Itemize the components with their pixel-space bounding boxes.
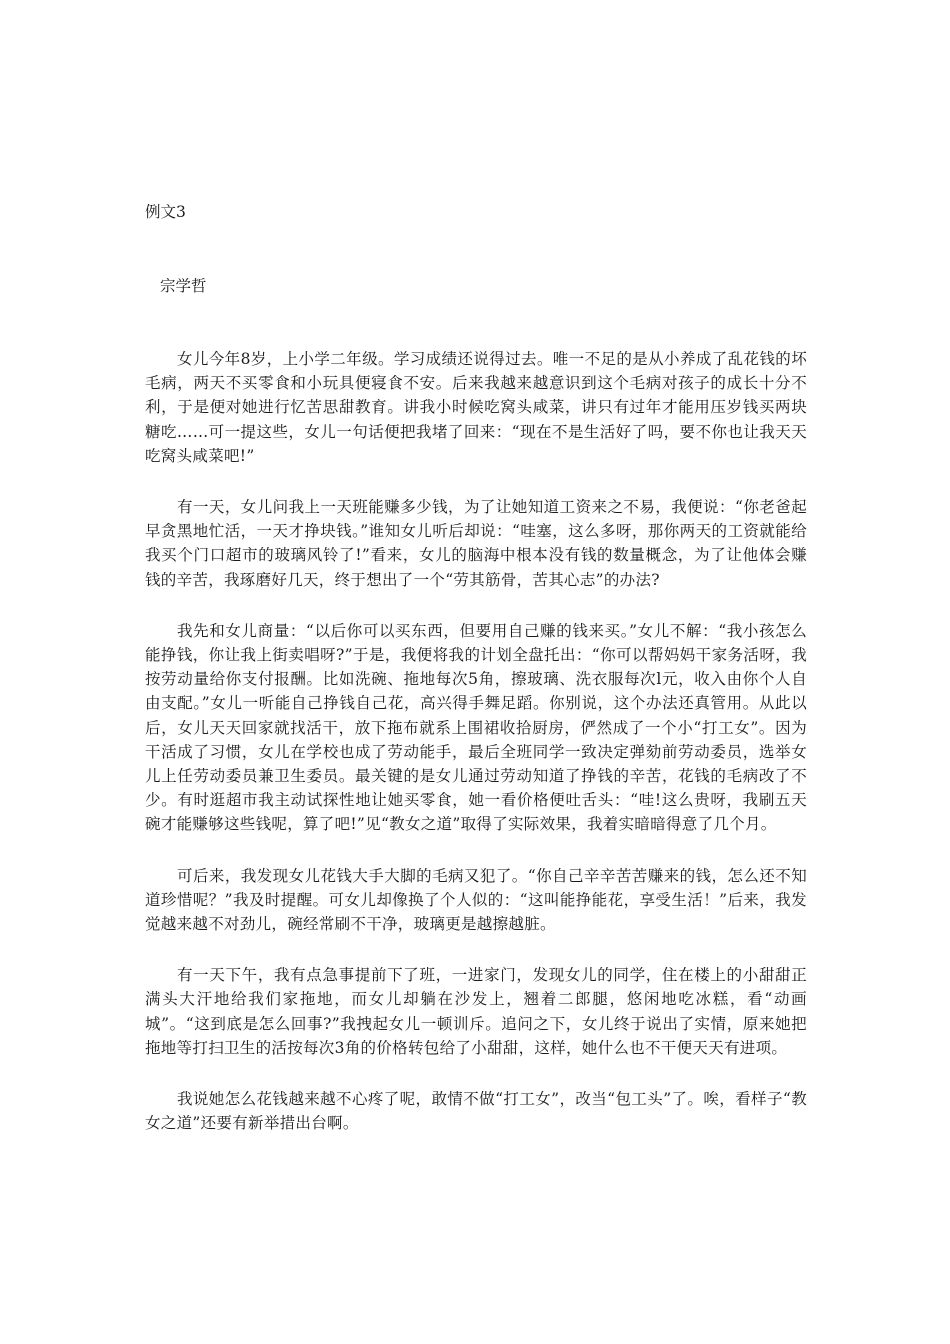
paragraph-4: 可后来，我发现女儿花钱大手大脚的毛病又犯了。“你自己辛辛苦苦赚来的钱，怎么还不知道珍惜呢？”我及时提醒。可女儿却像换了个人似的：“这叫能挣能花，享受生活！”后来，我发觉越来越不对劲儿，碗经常刷不干净，玻璃更是越擦越脏。 <box>145 866 807 934</box>
paragraph-1: 女儿今年8岁，上小学二年级。学习成绩还说得过去。唯一不足的是从小养成了乱花钱的坏毛病，两天不买零食和小玩具便寝食不安。后来我越来越意识到这个毛病对孩子的成长十分不利，于是便对她进行忆苦思甜教育。讲我小时候吃窝头咸菜，讲只有过年才能用压岁钱买两块糖吃……可一提这些，女儿一句话便把我堵了回来：“现在不是生活好了吗，要不你也让我天天吃窝头咸菜吧!” <box>145 350 807 465</box>
paragraph-6: 我说她怎么花钱越来越不心疼了呢，敢情不做“打工女”，改当“包工头”了。唉，看样子“教女之道”还要有新举措出台啊。 <box>145 1090 807 1133</box>
article-body <box>145 347 807 1162</box>
document-heading: 例文3 <box>145 203 186 221</box>
paragraph-5: 有一天下午，我有点急事提前下了班，一进家门，发现女儿的同学，住在楼上的小甜甜正满头大汗地给我们家拖地，而女儿却躺在沙发上，翘着二郎腿，悠闲地吃冰糕，看“动画城”。“这到底是怎么回事?”我拽起女儿一顿训斥。追问之下，女儿终于说出了实情，原来她把拖地等打扫卫生的活按每次3角的价格转包给了小甜甜，这样，她什么也不干便天天有进项。 <box>145 966 807 1057</box>
paragraph-2: 有一天，女儿问我上一天班能赚多少钱，为了让她知道工资来之不易，我便说：“你老爸起早贪黑地忙活，一天才挣块钱。”谁知女儿听后却说：“哇塞，这么多呀，那你两天的工资就能给我买个门口超市的玻璃风铃了!”看来，女儿的脑海中根本没有钱的数量概念，为了让他体会赚钱的辛苦，我琢磨好几天，终于想出了一个“劳其筋骨，苦其心志”的办法? <box>145 498 807 589</box>
author-name: 宗学哲 <box>160 277 207 295</box>
paragraph-3: 我先和女儿商量：“以后你可以买东西，但要用自己赚的钱来买。”女儿不解：“我小孩怎么能挣钱，你让我上街卖唱呀?”于是，我便将我的计划全盘托出：“你可以帮妈妈干家务活呀，我按劳动量给你支付报酬。比如洗碗、拖地每次5角，擦玻璃、洗衣服每次l元，收入由你个人自由支配。”女儿一听能自己挣钱自己花，高兴得手舞足蹈。你别说，这个办法还真管用。从此以后，女儿天天回家就找活干，放下拖布就系上围裙收拾厨房，俨然成了一个小“打工女”。因为干活成了习惯，女儿在学校也成了劳动能手，最后全班同学一致决定弹劾前劳动委员，选举女儿上任劳动委员兼卫生委员。最关键的是女儿通过劳动知道了挣钱的辛苦，花钱的毛病改了不少。有时逛超市我主动试探性地让她买零食，她一看价格便吐舌头：“哇!这么贵呀，我刷五天碗才能赚够这些钱呢，算了吧!”见“教女之道”取得了实际效果，我着实暗暗得意了几个月。 <box>145 621 807 834</box>
